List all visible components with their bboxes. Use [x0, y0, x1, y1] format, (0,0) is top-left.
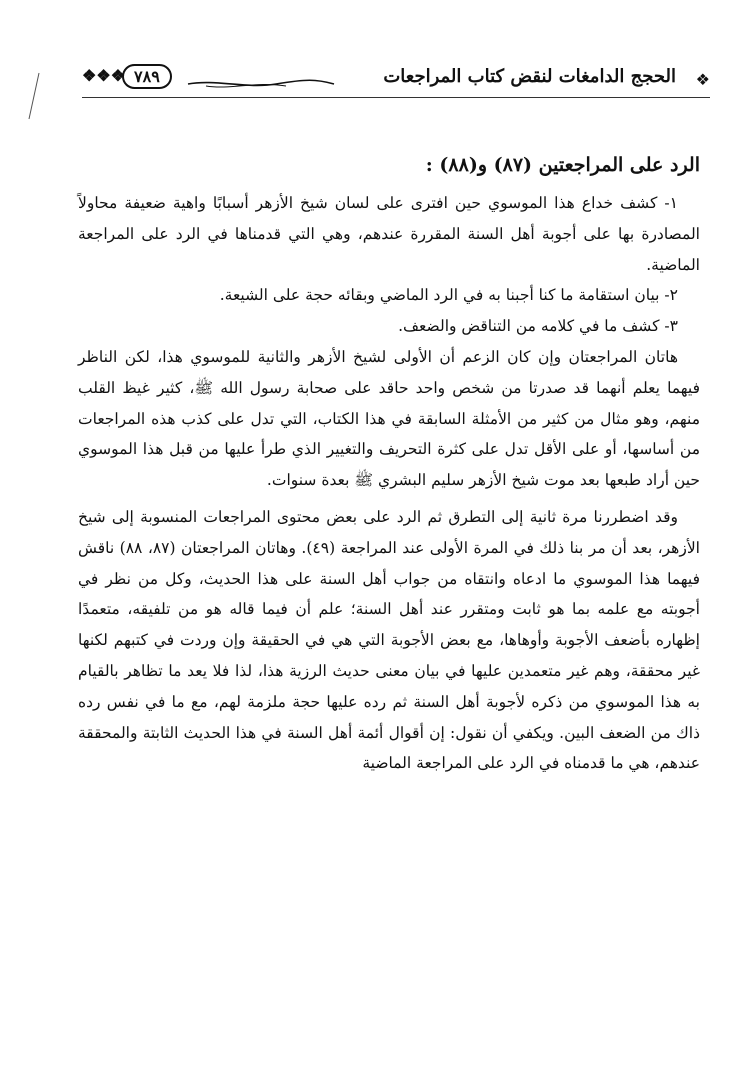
page-body	[78, 150, 700, 785]
body-paragraph: هاتان المراجعتان وإن كان الزعم أن الأولى لشيخ الأزهر والثانية للموسوي هذا، لكن الناظر فيهما يعلم أنهما قد صدرتا من شخص واحد حاقد على صحابة رسول الله ﷺ، كثير غيظ القلب منهم، وهو مثال من كثير من الأمثلة السابقة في هذا الكتاب، التي تدل على كذب هذه المراجعات من أساسها، أو على الأقل تدل على كثرة التحريف والتغيير الذي طرأ عليها من قبل هذا الموسوي حين أراد طبعها بعد موت شيخ الأزهر سليم البشري ﷺ بعدة سنوات.	[78, 347, 700, 490]
list-item: ٢- بيان استقامة ما كنا أجبنا به في الرد الماضي وبقائه حجة على الشيعة.	[219, 286, 678, 305]
margin-pen-mark	[28, 72, 40, 120]
section-heading: الرد على المراجعتين (٨٧) و(٨٨) :	[425, 154, 700, 176]
page-header	[82, 60, 710, 98]
header-ornament-right: ❖	[695, 70, 710, 89]
list-item: ٣- كشف ما في كلامه من التناقض والضعف.	[398, 317, 678, 336]
header-rule	[82, 97, 710, 98]
header-flourish	[186, 77, 336, 91]
page-number: ٧٨٩	[122, 64, 172, 89]
list-item: ١- كشف خداع هذا الموسوي حين افترى على لسان شيخ الأزهر أسبابًا واهية ضعيفة محاولاً المصادرة بها على أجوبة أهل السنة المقررة عندهم، وهي التي قدمناها في الرد على المراجعة الماضية.	[78, 194, 700, 274]
running-title: الحجج الدامغات لنقض كتاب المراجعات	[383, 66, 676, 87]
header-ornament-left: ❖❖❖	[82, 66, 126, 85]
body-paragraph: وقد اضطررنا مرة ثانية إلى التطرق ثم الرد على بعض محتوى المراجعات المنسوبة إلى شيخ الأزهر، بعد أن مر بنا ذلك في المرة الأولى عند المراجعة (٤٩). وهاتان المراجعتان (٨٧، ٨٨) ناقش فيهما هذا الموسوي ما ادعاه وانتقاه من جواب أهل السنة على هذا الحديث، وكل من نظر في أجوبته مع علمه بما هو ثابت ومتقرر عند أهل السنة؛ علم أن فيما قاله هو من تلفيقه، متعمدًا إظهاره بأضعف الأجوبة وأوهاها، مع بعض الأجوبة التي هي في الحقيقة وإن وردت في كتبهم لكنها غير محققة، وهم غير متعمدين عليها في بيان معنى حديث الرزية هذا، لذا فلا يعد ما تظاهر بالقيام به هذا الموسوي من ذكره لأجوبة أهل السنة ثم رده عليها حجة ملزمة لهم، مع ما في نفس رده ذاك من الضعف البين. ويكفي أن نقول: إن أقوال أئمة أهل السنة في هذا الحديث الثابتة والمحققة عندهم، هي ما قدمناه في الرد على المراجعة الماضية	[78, 507, 700, 773]
